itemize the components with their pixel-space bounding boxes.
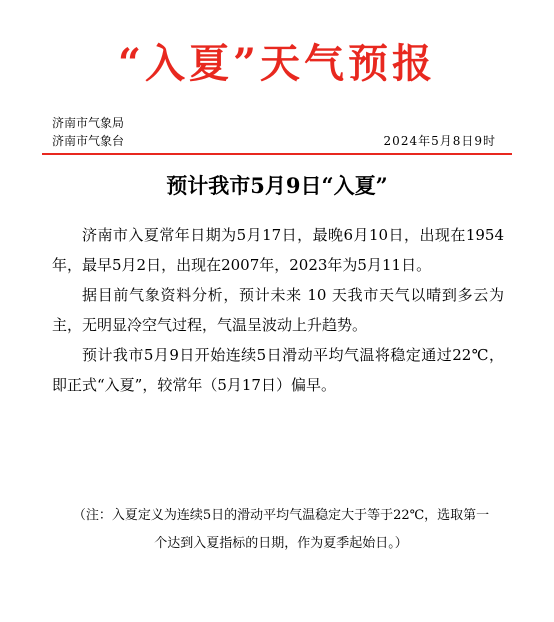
paragraph-normal-dates: 济南市入夏常年日期为5月17日，最晚6月10日，出现在1954年，最早5月2日，出现在2007年，2023年为5月11日。 [52, 226, 504, 274]
headline: 预计我市5月9日“入夏” [166, 173, 388, 198]
issuer-weather-station: 济南市气象台 [52, 134, 125, 148]
red-divider [42, 153, 512, 155]
issue-date: 2024年5月8日9时 [383, 134, 496, 148]
paragraph-forecast-outlook: 据目前气象资料分析，预计未来 10 天我市天气以晴到多云为主，无明显冷空气过程，气温呈波动上升趋势。 [52, 286, 504, 334]
masthead-title: “入夏”天气预报 [117, 40, 436, 87]
issuer-block [52, 114, 124, 150]
footnote [58, 502, 504, 558]
footnote-line-1: （注：入夏定义为连续5日的滑动平均气温稳定大于等于22℃，选取第一 [72, 508, 490, 523]
paragraph-summer-onset: 预计我市5月9日开始连续5日滑动平均气温将稳定通过22℃，即正式“入夏”，较常年（5月17日）偏早。 [52, 346, 504, 394]
footnote-line-2: 个达到入夏指标的日期，作为夏季起始日。） [154, 536, 408, 551]
body-text [52, 220, 504, 400]
issuer-weather-bureau: 济南市气象局 [52, 116, 125, 130]
